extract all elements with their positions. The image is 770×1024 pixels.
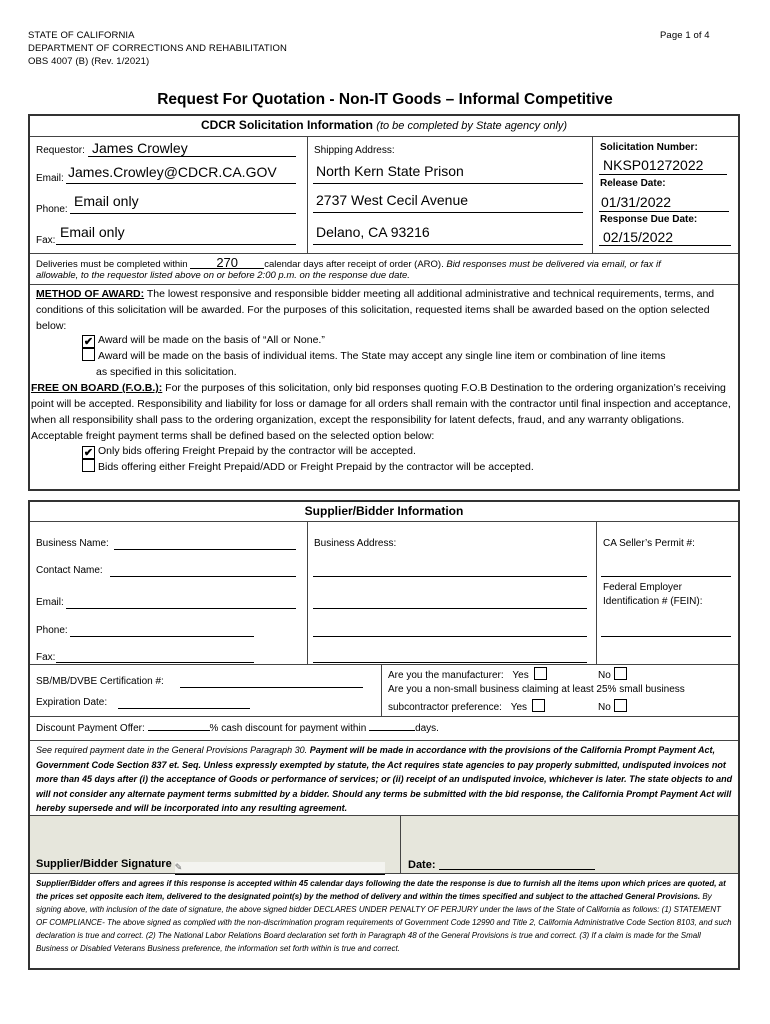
- header-department: DEPARTMENT OF CORRECTIONS AND REHABILITATION: [28, 43, 287, 54]
- requestor-label: Requestor:: [36, 145, 85, 156]
- method-of-award-text: METHOD OF AWARD: The lowest responsive and responsible bidder meeting all additional administrative and technical requirements, terms, and conditions of this solicitation will be awarded. For the purposes of this solicitation, requested items shall be awarded based on the option selected below:: [36, 288, 715, 332]
- supplier-fax-field[interactable]: [56, 662, 254, 663]
- sbmb-field[interactable]: [180, 687, 363, 688]
- supplier-heading: Supplier/Bidder Information: [304, 504, 464, 518]
- fein-label: Federal Employer Identification # (FEIN):: [603, 582, 703, 607]
- release-date-value[interactable]: 01/31/2022: [601, 194, 672, 210]
- response-due-label: Response Due Date:: [600, 214, 698, 225]
- date-label: Date:: [408, 858, 595, 871]
- business-name-label: Business Name:: [36, 538, 109, 549]
- business-address-line-3[interactable]: [313, 636, 587, 637]
- fein-field[interactable]: [601, 636, 731, 637]
- delivery-days-value[interactable]: 270: [190, 257, 264, 269]
- email-value[interactable]: James.Crowley@CDCR.CA.GOV: [68, 164, 277, 180]
- discount-percent-field[interactable]: [148, 730, 210, 731]
- discount-payment-offer: Discount Payment Offer: % cash discount for payment within days.: [36, 723, 439, 734]
- shipping-label: Shipping Address:: [314, 145, 395, 156]
- manufacturer-no: No: [598, 667, 630, 681]
- shipping-line-1[interactable]: North Kern State Prison: [316, 163, 464, 179]
- deliveries-line: Deliveries must be completed within 270 calendar days after receipt of order (ARO). Bid responses must be delivered via email, or fax if: [36, 255, 661, 270]
- deliveries-note: allowable, to the requestor listed above on or before 2:00 p.m. on the response due date.: [36, 270, 410, 281]
- award-option-individual-cont: as specified in this solicitation.: [96, 366, 237, 378]
- sbmb-label: SB/MB/DVBE Certification #:: [36, 676, 164, 687]
- phone-value[interactable]: Email only: [74, 193, 139, 209]
- phone-label: Phone:: [36, 204, 68, 215]
- fob-option-prepaid: ✔ Only bids offering Freight Prepaid by the contractor will be accepted.: [83, 445, 416, 459]
- fob-text: FREE ON BOARD (F.O.B.): For the purposes of this solicitation, only bid responses quoting F.O.B Destination to the ordering organization’s receiving point will be accepted. Responsibility and liability for loss or damage for all orders shall remain with the contractor until final inspection and acceptance, when all responsibility shall pass to the ordering organization, except the responsibility for latent defects, fraud, and any warranty obligations. Acceptable freight payment terms shall be defined based on the selected option below:: [31, 382, 731, 442]
- page-number: Page 1 of 4: [660, 30, 710, 41]
- business-address-line-2[interactable]: [313, 608, 587, 609]
- cdcr-heading: CDCR Solicitation Information (to be completed by State agency only): [200, 118, 568, 132]
- individual-items-checkbox[interactable]: [82, 348, 95, 361]
- solicitation-label: Solicitation Number:: [600, 142, 698, 153]
- business-address-line-4[interactable]: [313, 662, 587, 663]
- email-label: Email:: [36, 173, 64, 184]
- supplier-email-field[interactable]: [66, 608, 296, 609]
- all-or-none-checkbox[interactable]: ✔: [83, 336, 94, 348]
- expiration-label: Expiration Date:: [36, 697, 108, 708]
- nonsmall-yes-checkbox[interactable]: [532, 699, 545, 712]
- response-due-value[interactable]: 02/15/2022: [603, 229, 674, 245]
- release-date-label: Release Date:: [600, 178, 666, 189]
- contact-name-label: Contact Name:: [36, 565, 103, 576]
- freight-prepaid-checkbox[interactable]: ✔: [83, 447, 94, 459]
- signature-field[interactable]: ✎: [175, 862, 385, 875]
- fob-option-either: Bids offering either Freight Prepaid/ADD or Freight Prepaid by the contractor will be accepted.: [82, 459, 534, 475]
- date-field[interactable]: [439, 858, 595, 870]
- shipping-line-3[interactable]: Delano, CA 93216: [316, 224, 430, 240]
- supplier-email-label: Email:: [36, 597, 64, 608]
- payment-terms-text: See required payment date in the General Provisions Paragraph 30. Payment will be made in accordance with the provisions of the California Prompt Payment Act, Government Code Section 837 et. Seq. Unless expressly exempted by statute, the Act requires state agencies to pay properly submitted, undisputed invoices not more than 45 days after (i) the acceptance of Goods or performance of services; or (ii) receipt of an undisputed invoice, whichever is later. The state objects to and will not consider any alternate payment terms submitted by a bidder. Should any terms be submitted with the bid response, the California Prompt Payment Act will hereby supersede and will be incorporated into any resulting agreement.: [36, 745, 733, 813]
- sellers-permit-label: CA Seller’s Permit #:: [603, 538, 695, 549]
- expiration-field[interactable]: [118, 708, 250, 709]
- declaration-text: Supplier/Bidder offers and agrees if this response is accepted within 45 calendar days following the date the response is due to furnish all the items upon which prices are quoted, at the prices set opposite each item, delivered to the designated point(s) by the method of delivery and within the times specified and subject to the attached General Provisions. By signing above, with inclusion of the date of signature, the above signed bidder DECLARES UNDER PENALTY OF PERJURY under the laws of the State of California as follows: (1) STATEMENT OF COMPLIANCE- The above signed as complied with the non-discrimination program requirements of Government Code 12990 and Title 2, California Administrative Code Section 8103, and such declaration is true and correct. (2) The National Labor Relations Board declaration set forth in Paragraph 48 of the General Provisions is true and correct. (3) If a claim is made for the Small Business or Disabled Veterans Business preference, the information set forth within is true and correct.: [36, 879, 732, 954]
- manufacturer-question: Are you the manufacturer: Yes: [388, 667, 550, 681]
- subcontractor-preference: subcontractor preference: Yes: [388, 699, 548, 713]
- business-name-field[interactable]: [114, 549, 296, 550]
- requestor-value[interactable]: James Crowley: [92, 140, 188, 156]
- agency-header: [28, 29, 287, 68]
- contact-name-field[interactable]: [110, 576, 296, 577]
- fax-value[interactable]: Email only: [60, 224, 125, 240]
- supplier-phone-label: Phone:: [36, 625, 68, 636]
- discount-days-field[interactable]: [369, 730, 415, 731]
- nonsmall-no: No: [598, 699, 630, 713]
- manufacturer-no-checkbox[interactable]: [614, 667, 627, 680]
- sellers-permit-field[interactable]: [601, 576, 731, 577]
- page-title: Request For Quotation - Non-IT Goods – Informal Competitive: [157, 91, 613, 108]
- award-option-all-or-none: ✔ Award will be made on the basis of “All or None.”: [83, 334, 325, 348]
- business-address-label: Business Address:: [314, 538, 397, 549]
- signature-label: Supplier/Bidder Signature ✎: [36, 858, 385, 875]
- freight-either-checkbox[interactable]: [82, 459, 95, 472]
- manufacturer-yes-checkbox[interactable]: [534, 667, 547, 680]
- nonsmall-no-checkbox[interactable]: [614, 699, 627, 712]
- award-option-individual-items: Award will be made on the basis of individual items. The State may accept any single line item or combination of line items: [82, 348, 736, 364]
- header-state: STATE OF CALIFORNIA: [28, 30, 135, 41]
- business-address-line-1[interactable]: [313, 576, 587, 577]
- supplier-phone-field[interactable]: [70, 636, 254, 637]
- fax-label: Fax:: [36, 235, 56, 246]
- nonsmall-question: Are you a non-small business claiming at least 25% small business: [388, 684, 685, 695]
- header-form-number: OBS 4007 (B) (Rev. 1/2021): [28, 56, 150, 67]
- solicitation-value[interactable]: NKSP01272022: [603, 157, 704, 173]
- shipping-line-2[interactable]: 2737 West Cecil Avenue: [316, 192, 469, 208]
- supplier-fax-label: Fax:: [36, 652, 56, 663]
